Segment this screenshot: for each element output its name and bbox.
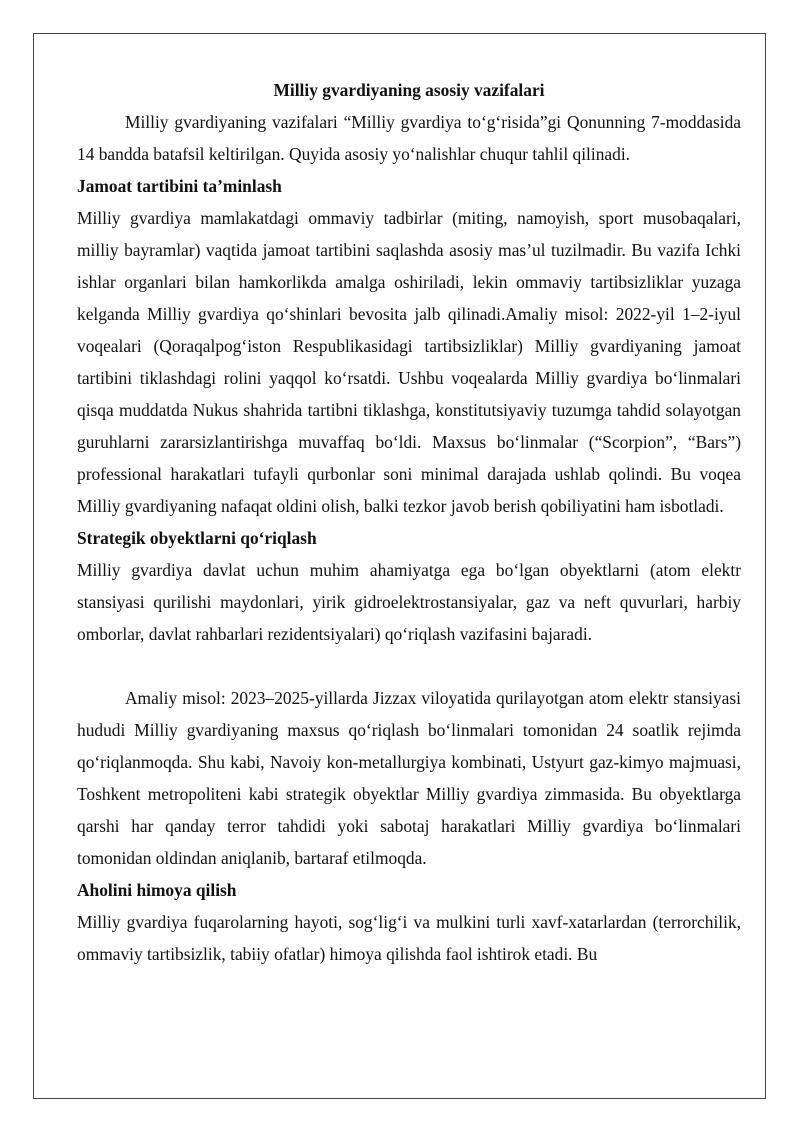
section-heading-population-protection: Aholini himoya qilish bbox=[77, 880, 237, 900]
blank-line bbox=[77, 650, 741, 682]
population-protection-paragraph: Milliy gvardiya fuqarolarning hayoti, sog‘lig‘i va mulkini turli xavf-xatarlardan (terrorchilik, ommaviy tartibsizlik, tabiiy ofatlar) himoya qilishda faol ishtirok etadi. Bu bbox=[77, 912, 741, 964]
document-title: Milliy gvardiyaning asosiy vazifalari bbox=[273, 80, 545, 100]
intro-paragraph: Milliy gvardiyaning vazifalari “Milliy gvardiya to‘g‘risida”gi Qonunning 7-moddasida 14 bandda batafsil keltirilgan. Quyida asosiy yo‘nalishlar chuqur tahlil qilinadi. bbox=[77, 112, 741, 164]
strategic-objects-paragraph: Milliy gvardiya davlat uchun muhim ahamiyatga ega bo‘lgan obyektlarni (atom elektr stansiyasi qurilishi maydonlari, yirik gidroelektrostansiyalar, gaz va neft quvurlari, harbiy omborlar, davlat rahbarlari rezidentsiyalari) qo‘riqlash vazifasini bajaradi. bbox=[77, 560, 741, 644]
section-heading-public-order: Jamoat tartibini ta’minlash bbox=[77, 176, 282, 196]
public-order-paragraph: Milliy gvardiya mamlakatdagi ommaviy tadbirlar (miting, namoyish, sport musobaqalari, milliy bayramlar) vaqtida jamoat tartibini saqlashda asosiy mas’ul tuzilmadir. Bu vazifa Ichki ishlar organlari bilan hamkorlikda amalga oshiriladi, lekin ommaviy tartibsizliklar yuzaga kelganda Milliy gvardiya qo‘shinlari bevosita jalb qilinadi.Amaliy misol: 2022-yil 1–2-iyul voqealari (Qoraqalpog‘iston Respublikasidagi tartibsizliklar) Milliy gvardiyaning jamoat tartibini tiklashdagi rolini yaqqol ko‘rsatdi. Ushbu voqealarda Milliy gvardiya bo‘linmalari qisqa muddatda Nukus shahrida tartibni tiklashga, konstitutsiyaviy tuzumga tahdid solayotgan guruhlarni zararsizlantirishga muvaffaq bo‘ldi. Maxsus bo‘linmalar (“Scorpion”, “Bars”) professional harakatlari tufayli qurbonlar soni minimal darajada ushlab qolindi. Bu voqea Milliy gvardiyaning nafaqat oldini olish, balki tezkor javob berish qobiliyatini ham isbotladi. bbox=[77, 208, 741, 516]
strategic-objects-example-paragraph: Amaliy misol: 2023–2025-yillarda Jizzax viloyatida qurilayotgan atom elektr stansiyasi hududi Milliy gvardiyaning maxsus qo‘riqlash bo‘linmalari tomonidan 24 soatlik rejimda qo‘riqlanmoqda. Shu kabi, Navoiy kon-metallurgiya kombinati, Ustyurt gaz-kimyo majmuasi, Toshkent metropoliteni kabi strategik obyektlar Milliy gvardiya zimmasida. Bu obyektlarga qarshi har qanday terror tahdidi yoki sabotaj harakatlari Milliy gvardiya bo‘linmalari tomonidan oldindan aniqlanib, bartaraf etilmoqda. bbox=[77, 688, 741, 868]
section-heading-strategic-objects: Strategik obyektlarni qo‘riqlash bbox=[77, 528, 317, 548]
document-body bbox=[77, 74, 741, 970]
